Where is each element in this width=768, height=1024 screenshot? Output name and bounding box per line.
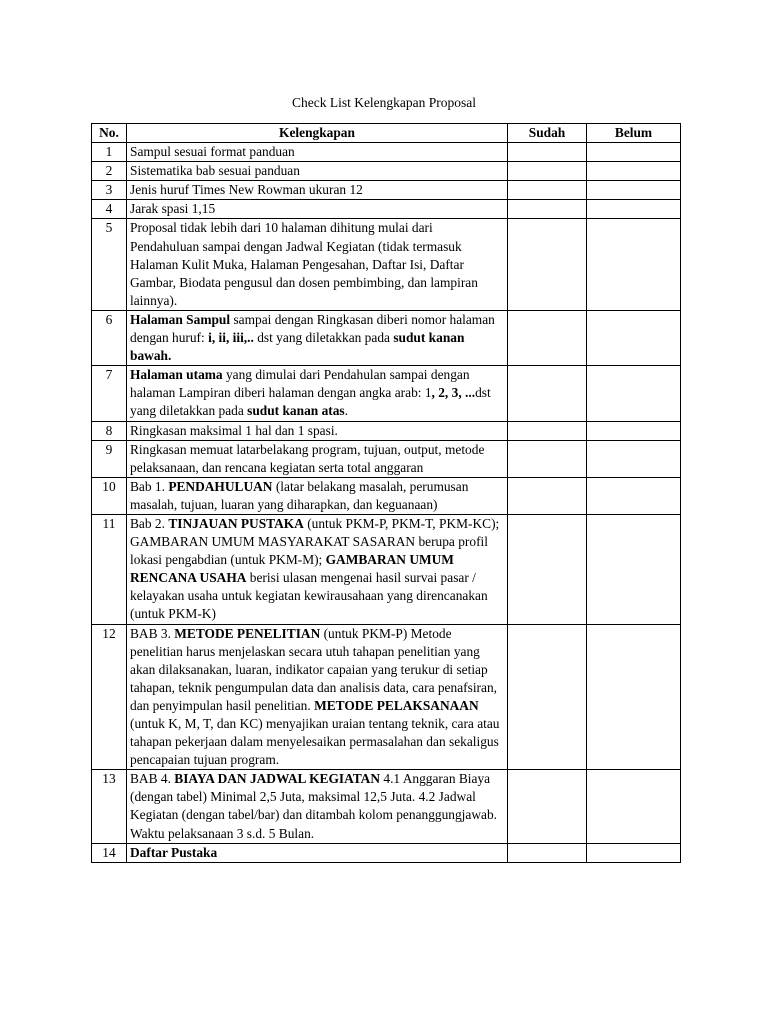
row-number: 9 bbox=[92, 440, 127, 477]
header-sudah: Sudah bbox=[508, 124, 587, 143]
row-number: 13 bbox=[92, 770, 127, 843]
table-row bbox=[92, 421, 681, 440]
text-segment: (untuk PKM-P) Metode penelitian harus menjelaskan secara utuh tahapan penelitian yang akan dilaksanakan, luaran, indikator capaian yang terukur di setiap tahapan, teknik pengumpulan data dan analisis data, cara penafsiran, dan penyimpulan hasil penelitian. bbox=[130, 625, 497, 713]
sudah-check-cell[interactable] bbox=[508, 200, 587, 219]
sudah-check-cell[interactable] bbox=[508, 366, 587, 421]
text-segment: yang dimulai dari Pendahulan sampai dengan halaman Lampiran diberi halaman dengan angka arab: 1 bbox=[130, 367, 470, 401]
text-segment: BAB 4. bbox=[130, 771, 175, 787]
text-segment: Jarak spasi 1,15 bbox=[130, 201, 216, 217]
bold-text-segment: , 2, 3, ... bbox=[431, 385, 476, 401]
bold-text-segment: TINJAUAN PUSTAKA bbox=[168, 515, 304, 531]
table-header-row bbox=[92, 124, 681, 143]
text-segment: dst yang diletakkan pada bbox=[130, 385, 491, 419]
table-row bbox=[92, 366, 681, 421]
bold-text-segment: PENDAHULUAN bbox=[168, 478, 273, 494]
table-row bbox=[92, 310, 681, 365]
text-segment: Bab 1. bbox=[130, 478, 169, 494]
text-segment: Proposal tidak lebih dari 10 halaman dihitung mulai dari Pendahuluan sampai dengan Jadwal Kegiatan (tidak termasuk Halaman Kulit Muka, Halaman Pengesahan, Daftar Isi, Daftar Gambar, Biodata pengusul dan dosen pembimbing, dan lampiran lainnya). bbox=[130, 220, 478, 308]
row-number: 4 bbox=[92, 200, 127, 219]
sudah-check-cell[interactable] bbox=[508, 310, 587, 365]
row-number: 1 bbox=[92, 143, 127, 162]
row-item-text bbox=[127, 440, 508, 477]
bold-text-segment: GAMBARAN UMUM RENCANA USAHA bbox=[130, 552, 454, 586]
belum-check-cell[interactable] bbox=[587, 219, 681, 310]
belum-check-cell[interactable] bbox=[587, 477, 681, 514]
row-number: 3 bbox=[92, 181, 127, 200]
bold-text-segment: Halaman utama bbox=[130, 367, 223, 383]
sudah-check-cell[interactable] bbox=[508, 143, 587, 162]
bold-text-segment: METODE PELAKSANAAN bbox=[314, 697, 479, 713]
row-number: 12 bbox=[92, 624, 127, 770]
sudah-check-cell[interactable] bbox=[508, 421, 587, 440]
sudah-check-cell[interactable] bbox=[508, 477, 587, 514]
row-item-text bbox=[127, 624, 508, 770]
row-item-text bbox=[127, 219, 508, 310]
sudah-check-cell[interactable] bbox=[508, 440, 587, 477]
text-segment: BAB 3. bbox=[130, 625, 175, 641]
checklist-body bbox=[92, 143, 681, 863]
row-number: 11 bbox=[92, 514, 127, 624]
row-item-text bbox=[127, 477, 508, 514]
text-segment: dst yang diletakkan pada bbox=[253, 330, 394, 346]
table-row bbox=[92, 162, 681, 181]
row-number: 2 bbox=[92, 162, 127, 181]
header-no: No. bbox=[92, 124, 127, 143]
sudah-check-cell[interactable] bbox=[508, 162, 587, 181]
belum-check-cell[interactable] bbox=[587, 843, 681, 862]
bold-text-segment: METODE PENELITIAN bbox=[174, 625, 321, 641]
row-number: 6 bbox=[92, 310, 127, 365]
belum-check-cell[interactable] bbox=[587, 770, 681, 843]
row-item-text bbox=[127, 514, 508, 624]
row-number: 10 bbox=[92, 477, 127, 514]
belum-check-cell[interactable] bbox=[587, 310, 681, 365]
belum-check-cell[interactable] bbox=[587, 181, 681, 200]
text-segment: . bbox=[344, 403, 348, 419]
header-belum: Belum bbox=[587, 124, 681, 143]
checklist-table bbox=[91, 123, 681, 863]
text-segment: Jenis huruf Times New Rowman ukuran 12 bbox=[130, 182, 363, 198]
row-item-text bbox=[127, 162, 508, 181]
bold-text-segment: sudut kanan atas bbox=[247, 403, 345, 419]
table-row bbox=[92, 843, 681, 862]
row-number: 5 bbox=[92, 219, 127, 310]
row-item-text bbox=[127, 310, 508, 365]
row-item-text bbox=[127, 143, 508, 162]
belum-check-cell[interactable] bbox=[587, 162, 681, 181]
row-number: 7 bbox=[92, 366, 127, 421]
text-segment: berisi ulasan mengenai hasil survai pasar / kelayakan usaha untuk kegiatan kewirausahaan yang direncanakan (untuk PKM-K) bbox=[130, 570, 488, 622]
sudah-check-cell[interactable] bbox=[508, 219, 587, 310]
belum-check-cell[interactable] bbox=[587, 366, 681, 421]
bold-text-segment: i, ii, iii,.. bbox=[208, 330, 254, 346]
text-segment: (untuk K, M, T, dan KC) menyajikan uraian tentang teknik, cara atau tahapan pekerjaan dalam menyelesaikan permasalahan dan sekaligus pencapaian tujuan program. bbox=[130, 716, 500, 768]
page-title: Check List Kelengkapan Proposal bbox=[291, 95, 477, 110]
text-segment: Sistematika bab sesuai panduan bbox=[130, 163, 300, 179]
table-row bbox=[92, 181, 681, 200]
text-segment: Bab 2. bbox=[130, 515, 169, 531]
table-row bbox=[92, 514, 681, 624]
text-segment: 4.1 Anggaran Biaya (dengan tabel) Minimal 2,5 Juta, maksimal 12,5 Juta. 4.2 Jadwal Kegiatan (dengan tabel/bar) dan ditambah kolom penanggungjawab. Waktu pelaksanaan 3 s.d. 5 Bulan. bbox=[130, 771, 498, 841]
belum-check-cell[interactable] bbox=[587, 514, 681, 624]
table-row bbox=[92, 770, 681, 843]
table-row bbox=[92, 477, 681, 514]
bold-text-segment: sudut kanan bawah. bbox=[130, 330, 465, 364]
sudah-check-cell[interactable] bbox=[508, 624, 587, 770]
sudah-check-cell[interactable] bbox=[508, 181, 587, 200]
row-number: 8 bbox=[92, 421, 127, 440]
table-row bbox=[92, 200, 681, 219]
table-row bbox=[92, 219, 681, 310]
row-item-text bbox=[127, 770, 508, 843]
sudah-check-cell[interactable] bbox=[508, 843, 587, 862]
text-segment: Ringkasan memuat latarbelakang program, tujuan, output, metode pelaksanaan, dan rencana kegiatan serta total anggaran bbox=[130, 441, 485, 475]
row-item-text bbox=[127, 181, 508, 200]
belum-check-cell[interactable] bbox=[587, 624, 681, 770]
belum-check-cell[interactable] bbox=[587, 143, 681, 162]
table-row bbox=[92, 143, 681, 162]
text-segment: sampai dengan Ringkasan diberi nomor halaman dengan huruf: bbox=[130, 311, 495, 346]
header-kelengkapan: Kelengkapan bbox=[127, 124, 508, 143]
row-number: 14 bbox=[92, 843, 127, 862]
row-item-text bbox=[127, 843, 508, 862]
row-item-text bbox=[127, 366, 508, 421]
belum-check-cell[interactable] bbox=[587, 421, 681, 440]
table-row bbox=[92, 440, 681, 477]
bold-text-segment: BIAYA DAN JADWAL KEGIATAN bbox=[174, 771, 381, 787]
bold-text-segment: Daftar Pustaka bbox=[130, 844, 218, 860]
text-segment: Ringkasan maksimal 1 hal dan 1 spasi. bbox=[130, 422, 338, 438]
row-item-text bbox=[127, 421, 508, 440]
table-row bbox=[92, 624, 681, 770]
belum-check-cell[interactable] bbox=[587, 200, 681, 219]
sudah-check-cell[interactable] bbox=[508, 514, 587, 624]
bold-text-segment: Halaman Sampul bbox=[130, 311, 231, 327]
row-item-text bbox=[127, 200, 508, 219]
text-segment: (untuk PKM-P, PKM-T, PKM-KC); GAMBARAN UMUM MASYARAKAT SASARAN berupa profil lokasi pengabdian (untuk PKM-M); bbox=[130, 515, 500, 568]
text-segment: (latar belakang masalah, perumusan masalah, tujuan, luaran yang diharapkan, dan keguanaan) bbox=[130, 478, 469, 512]
belum-check-cell[interactable] bbox=[587, 440, 681, 477]
sudah-check-cell[interactable] bbox=[508, 770, 587, 843]
text-segment: Sampul sesuai format panduan bbox=[130, 144, 295, 160]
